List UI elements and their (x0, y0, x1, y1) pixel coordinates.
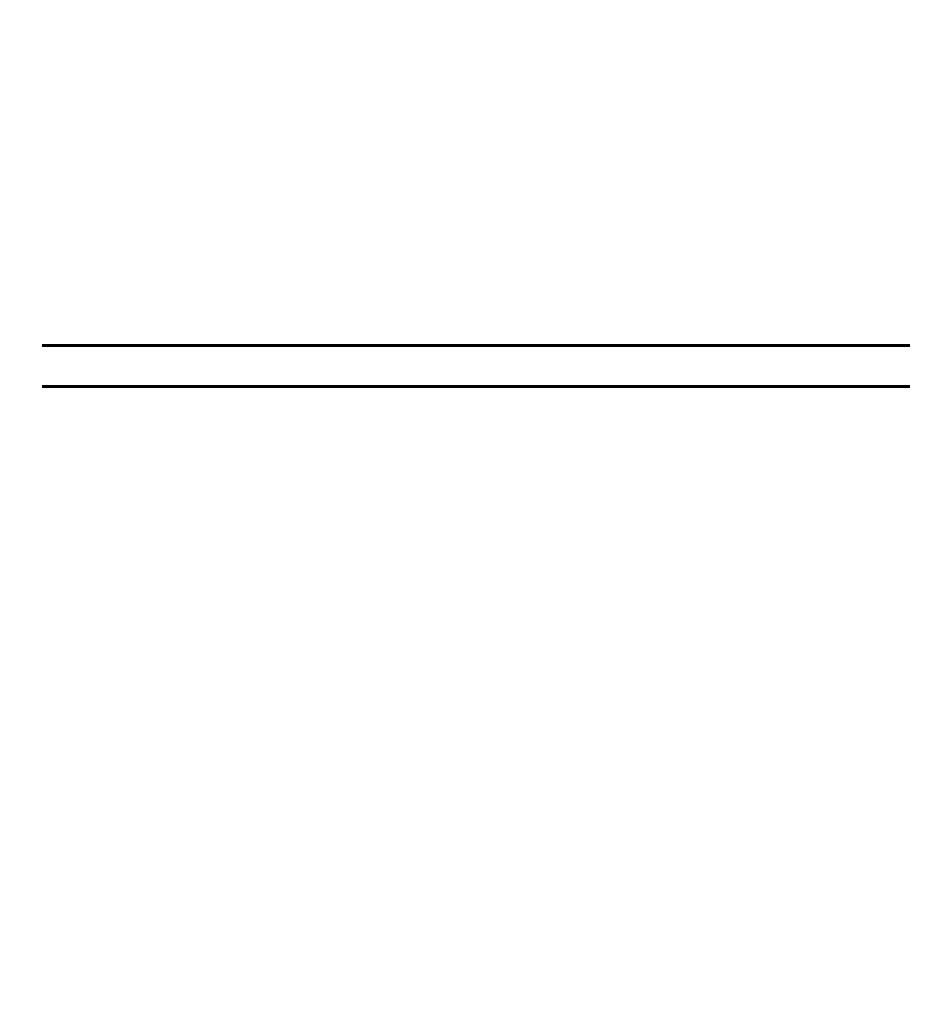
section-divider-top (42, 344, 910, 347)
column-header-row (0, 396, 928, 412)
section-divider (42, 385, 910, 388)
